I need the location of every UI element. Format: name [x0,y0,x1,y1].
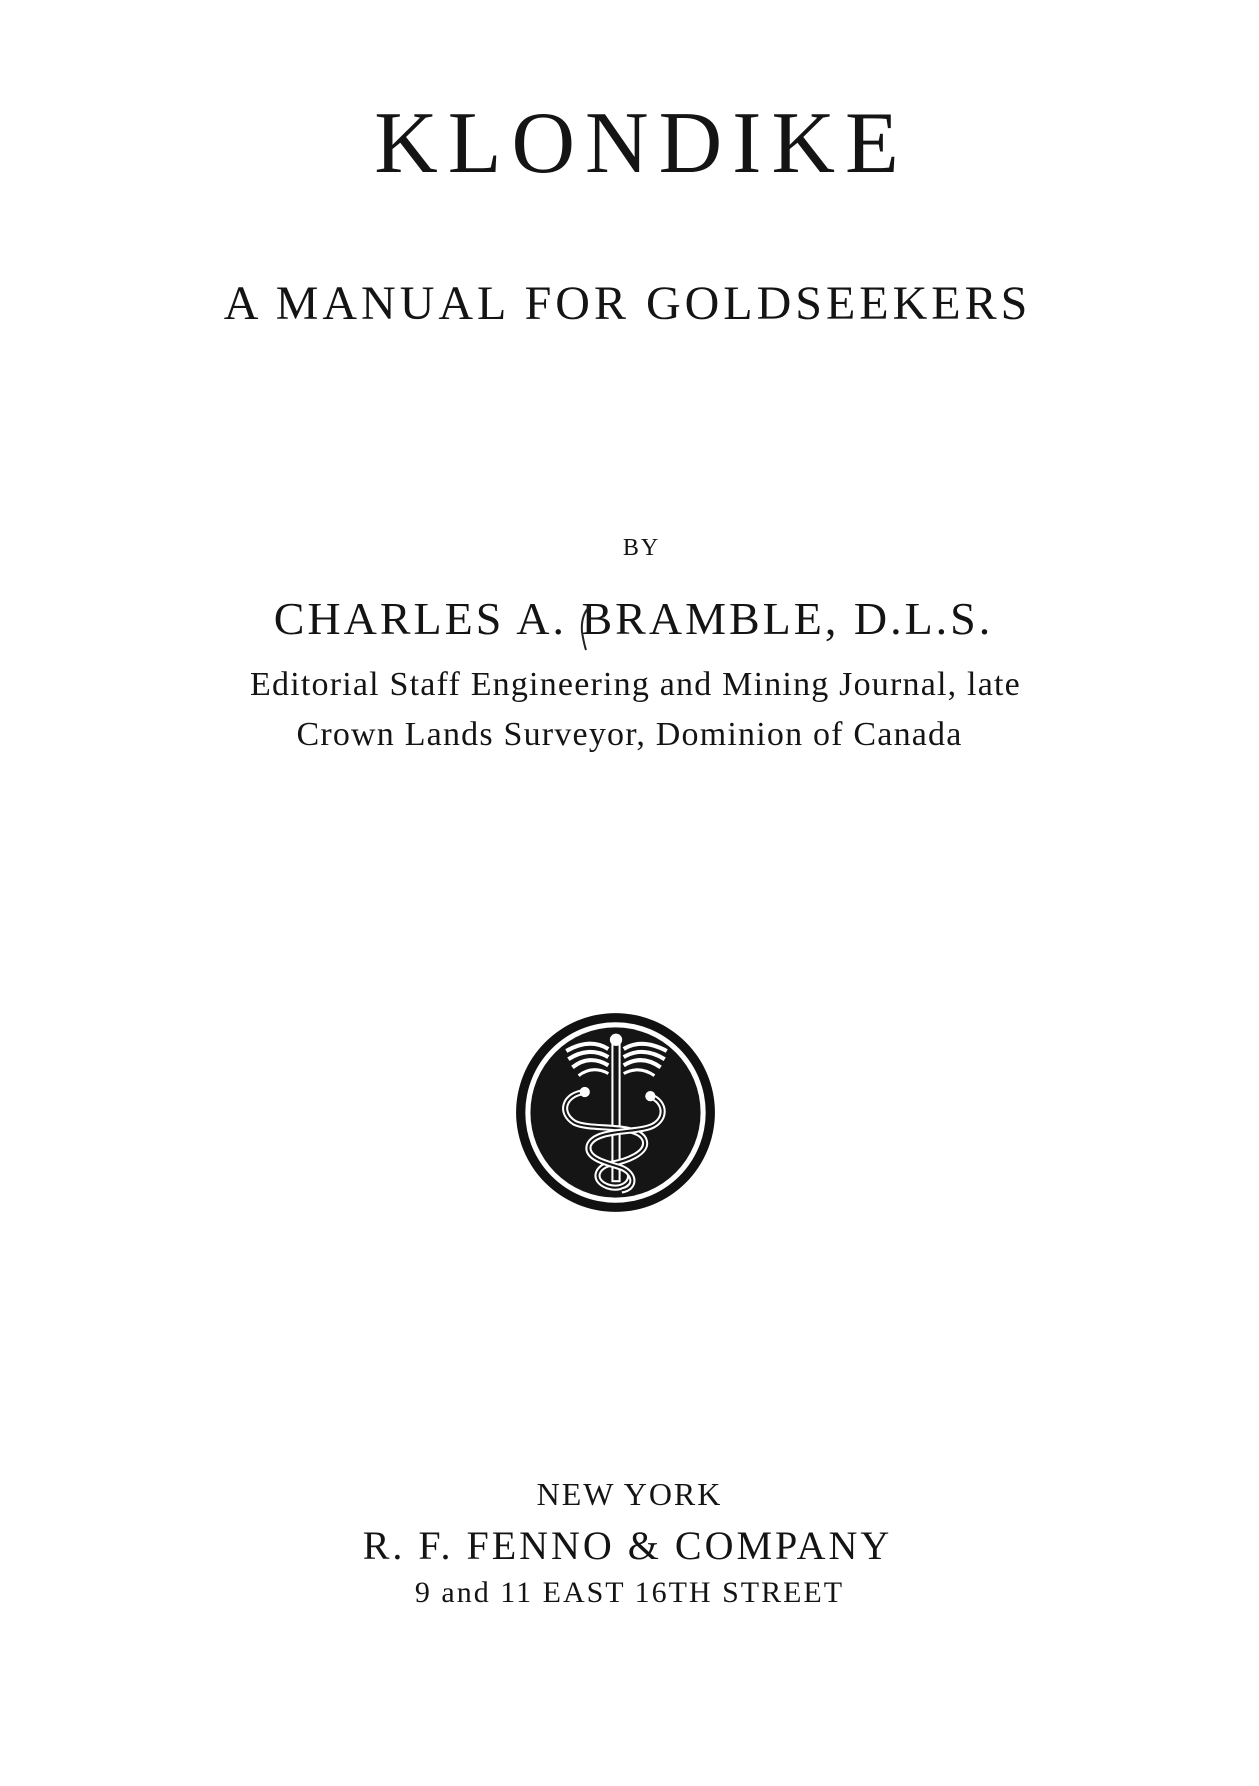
author-affiliation-line-2: Crown Lands Surveyor, Dominion of Canada [296,716,963,753]
by-line: BY [622,535,661,561]
book-title: KLONDIKE [374,95,909,192]
caduceus-device-icon [513,1010,718,1215]
publisher-name: R. F. FENNO & COMPANY [362,1523,893,1568]
pencil-mark-icon [578,604,596,654]
author-name: CHARLES A. BRAMBLE, D.L.S. [273,593,994,644]
publisher-city: NEW YORK [536,1476,723,1512]
book-subtitle: A MANUAL FOR GOLDSEEKERS [223,277,1032,330]
author-affiliation-line-1: Editorial Staff Engineering and Mining Journal, late [250,666,1021,703]
publisher-address: 9 and 11 EAST 16TH STREET [414,1576,845,1609]
